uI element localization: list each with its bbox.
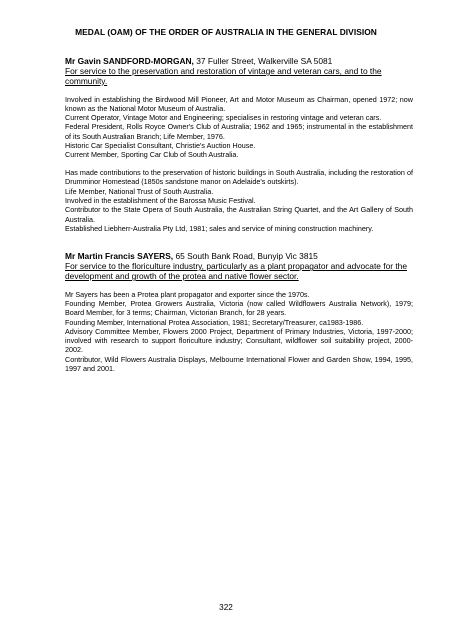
biography-paragraph [65,290,413,374]
page-heading: MEDAL (OAM) OF THE ORDER OF AUSTRALIA IN THE GENERAL DIVISION [75,27,377,37]
page-number: 322 [219,603,233,612]
recipient-biography [65,95,413,234]
biography-line: Historic Car Specialist Consultant, Christie's Auction House. [65,140,256,150]
biography-line: Life Member, National Trust of South Australia. [65,186,214,196]
biography-paragraph [65,168,413,233]
biography-line: Current Operator, Vintage Motor and Engineering; specialises in restoring vintage and veteran cars. [65,113,382,123]
biography-line: Current Member, Sporting Car Club of South Australia. [65,150,239,160]
biography-line: Has made contributions to the preservation of historic buildings in South Australia, including the restoration of Drumminor Homestead (1850s sandstone manor on Adelaide's outskirts). [65,168,413,187]
biography-line: Advisory Committee Member, Flowers 2000 Project, Department of Primary Industries, Victoria, 1997-2000; involved with research to support floriculture industry; Consultant, wildflower soil suitability project, 2000-2002. [65,326,413,355]
recipient-entry [65,251,413,373]
biography-line: Involved in the establishment of the Barossa Music Festival. [65,195,256,205]
recipient-name: Mr Gavin SANDFORD-MORGAN, [65,56,194,66]
recipient-name: Mr Martin Francis SAYERS, [65,251,174,262]
recipient-address: 37 Fuller Street, Walkerville SA 5081 [193,56,333,66]
biography-line: Contributor to the State Opera of South Australia, the Australian String Quartet, and the Art Gallery of South Australia. [65,205,413,224]
biography-line: Involved in establishing the Birdwood Mill Pioneer, Art and Motor Museum as Chairman, opened 1972; now known as the National Motor Museum of Australia. [65,94,413,113]
biography-line: Founding Member, Protea Growers Australia, Victoria (now called Wildflowers Australia Network), 1979; Board Member, for 3 terms; Chairman, Victorian Branch, for 28 years. [65,298,413,318]
biography-line: Federal President, Rolls Royce Owner's Club of Australia; 1962 and 1965; instrumental in the establishment of its South Australian Branch; Life Member, 1976. [65,122,413,141]
content-column [65,50,413,373]
biography-paragraph [65,95,413,160]
biography-line: Founding Member, International Protea Association, 1981; Secretary/Treasurer, ca1983-1986. [65,317,364,327]
biography-line: Contributor, Wild Flowers Australia Displays, Melbourne International Flower and Garden Show, 1994, 1995, 1997 and 2001. [65,354,413,374]
recipient-name-line [65,56,413,66]
recipient-citation: For service to the preservation and restoration of vintage and veteran cars, and to the community. [65,66,382,86]
recipient-citation: For service to the floriculture industry, particularly as a plant propagator and advocate for the development and growth of the protea and native flower sector. [65,261,407,282]
recipient-name-line [65,251,413,261]
recipient-address: 65 South Bank Road, Bunyip Vic 3815 [173,251,318,262]
biography-line: Established Liebherr-Australia Pty Ltd, 1981; sales and service of mining construction machinery. [65,223,374,233]
biography-line: Mr Sayers has been a Protea plant propagator and exporter since the 1970s. [65,289,310,299]
recipient-entry [65,56,413,233]
recipient-biography [65,290,413,374]
